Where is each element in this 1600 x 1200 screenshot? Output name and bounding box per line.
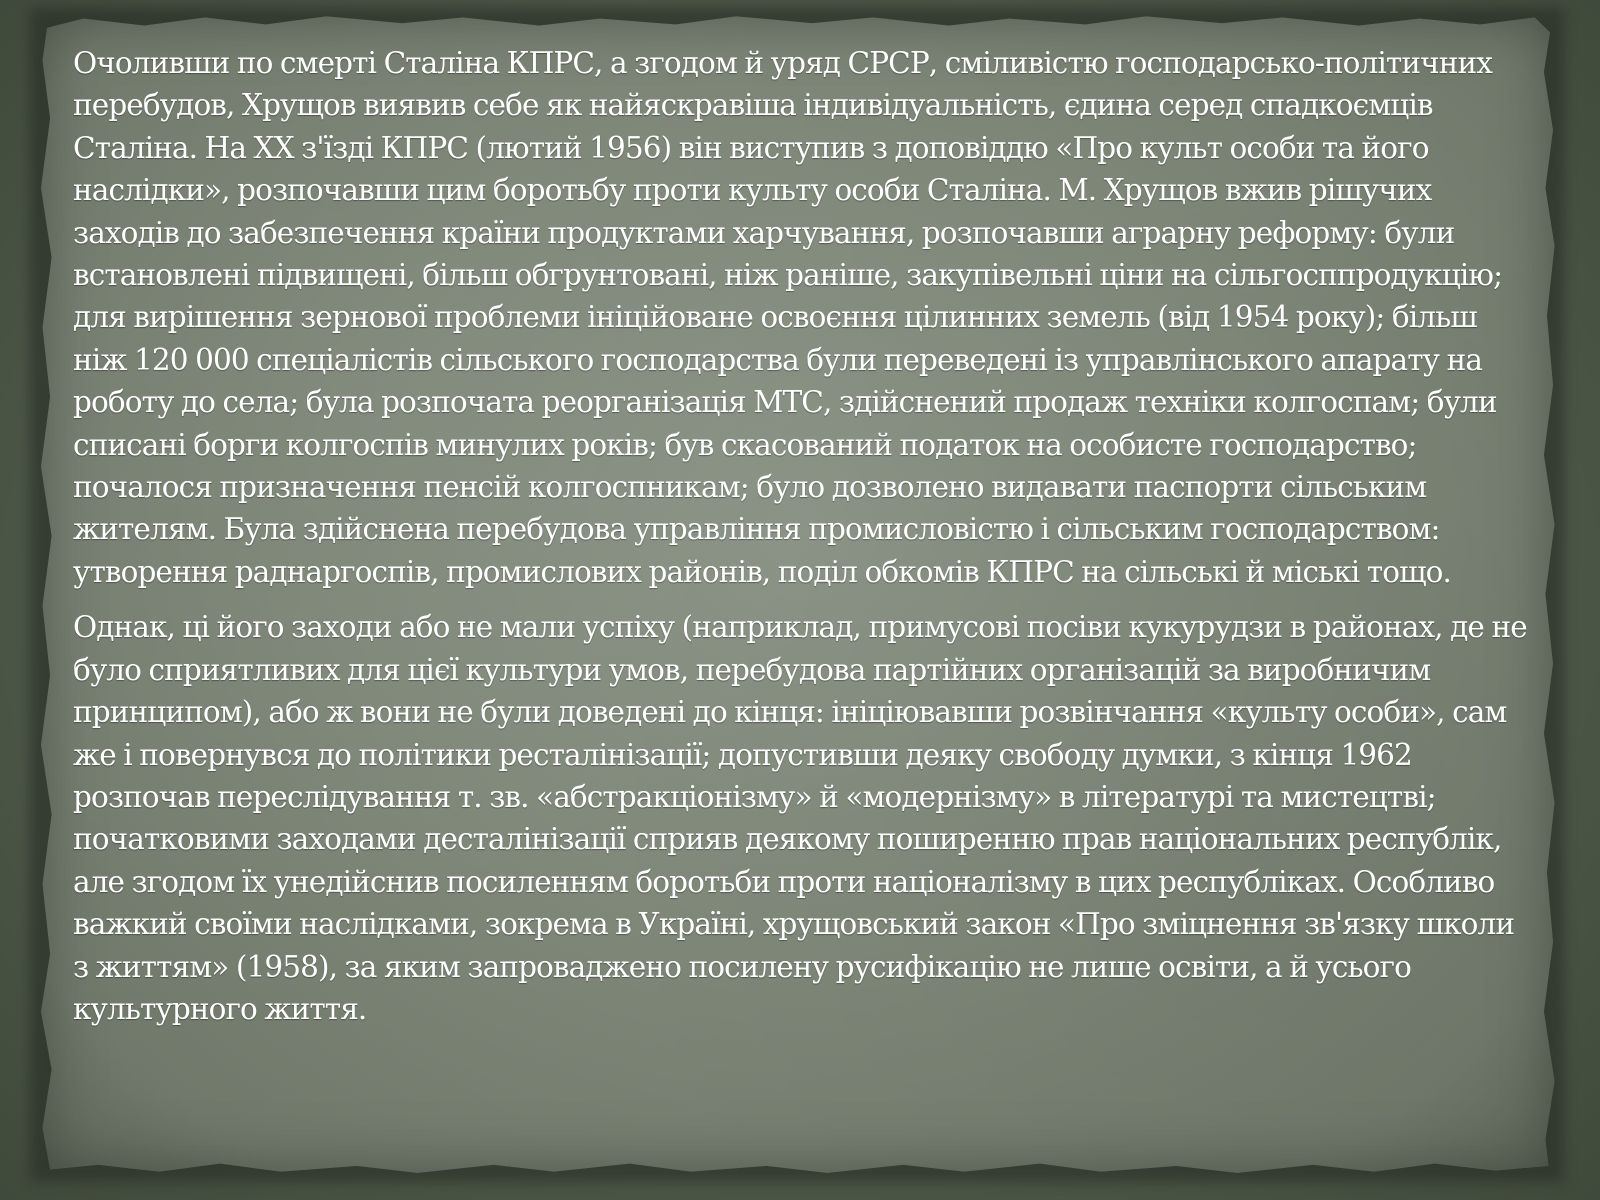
slide-body [73, 42, 1533, 1030]
paragraph-2: Однак, ці його заходи або не мали успіху (наприклад, примусові посіви кукурудзи в районах, де не було сприятливих для цієї культури умов, перебудова партійних організацій за виробничим принципом), або ж вони не були доведені до кінця: ініціювавши розвінчання «культу особи», сам же і повернувся до політики ресталінізації; допустивши деяку свободу думки, з кінця 1962 розпочав переслідування т. зв. «абстракціонізму» й «модернізму» в літературі та мистецтві; початковими заходами десталінізації сприяв деякому поширенню прав національних республік, але згодом їх унедійснив посиленням боротьби проти націоналізму в цих республіках. Особливо важкий своїми наслідками, зокрема в Україні, хрущовський закон «Про зміцнення зв'язку школи з життям» (1958), за яким запроваджено посилену русифікацію не лише освіти, а й усього культурного життя. [73, 610, 1527, 1026]
paragraph-1: Очоливши по смерті Сталіна КПРС, а згодом й уряд СРСР, сміливістю господарсько-політичних перебудов, Хрущов виявив себе як найяскравіша індивідуальність, єдина серед спадкоємців Сталіна. На XX з'їзді КПРС (лютий 1956) він виступив з доповіддю «Про культ особи та його наслідки», розпочавши цим боротьбу проти культу особи Сталіна. М. Хрущов вжив рішучих заходів до забезпечення країни продуктами харчування, розпочавши аграрну реформу: були встановлені підвищені, більш обгрунтовані, ніж раніше, закупівельні ціни на сільгосппродукцію; для вирішення зернової проблеми ініційоване освоєння цілинних земель (від 1954 року); більш ніж 120 000 спеціалістів сільського господарства були переведені із управлінського апарату на роботу до села; була розпочата реорганізація МТС, здійснений продаж техніки колгоспам; були списані борги колгоспів минулих років; був скасований податок на особисте господарство; почалося призначення пенсій колгоспникам; було дозволено видавати паспорти сільським жителям. Була здійснена перебудова управління промисловістю і сільським господарством: утворення раднаргоспів, промислових районів, поділ обкомів КПРС на сільські й міські тощо. [73, 46, 1503, 589]
